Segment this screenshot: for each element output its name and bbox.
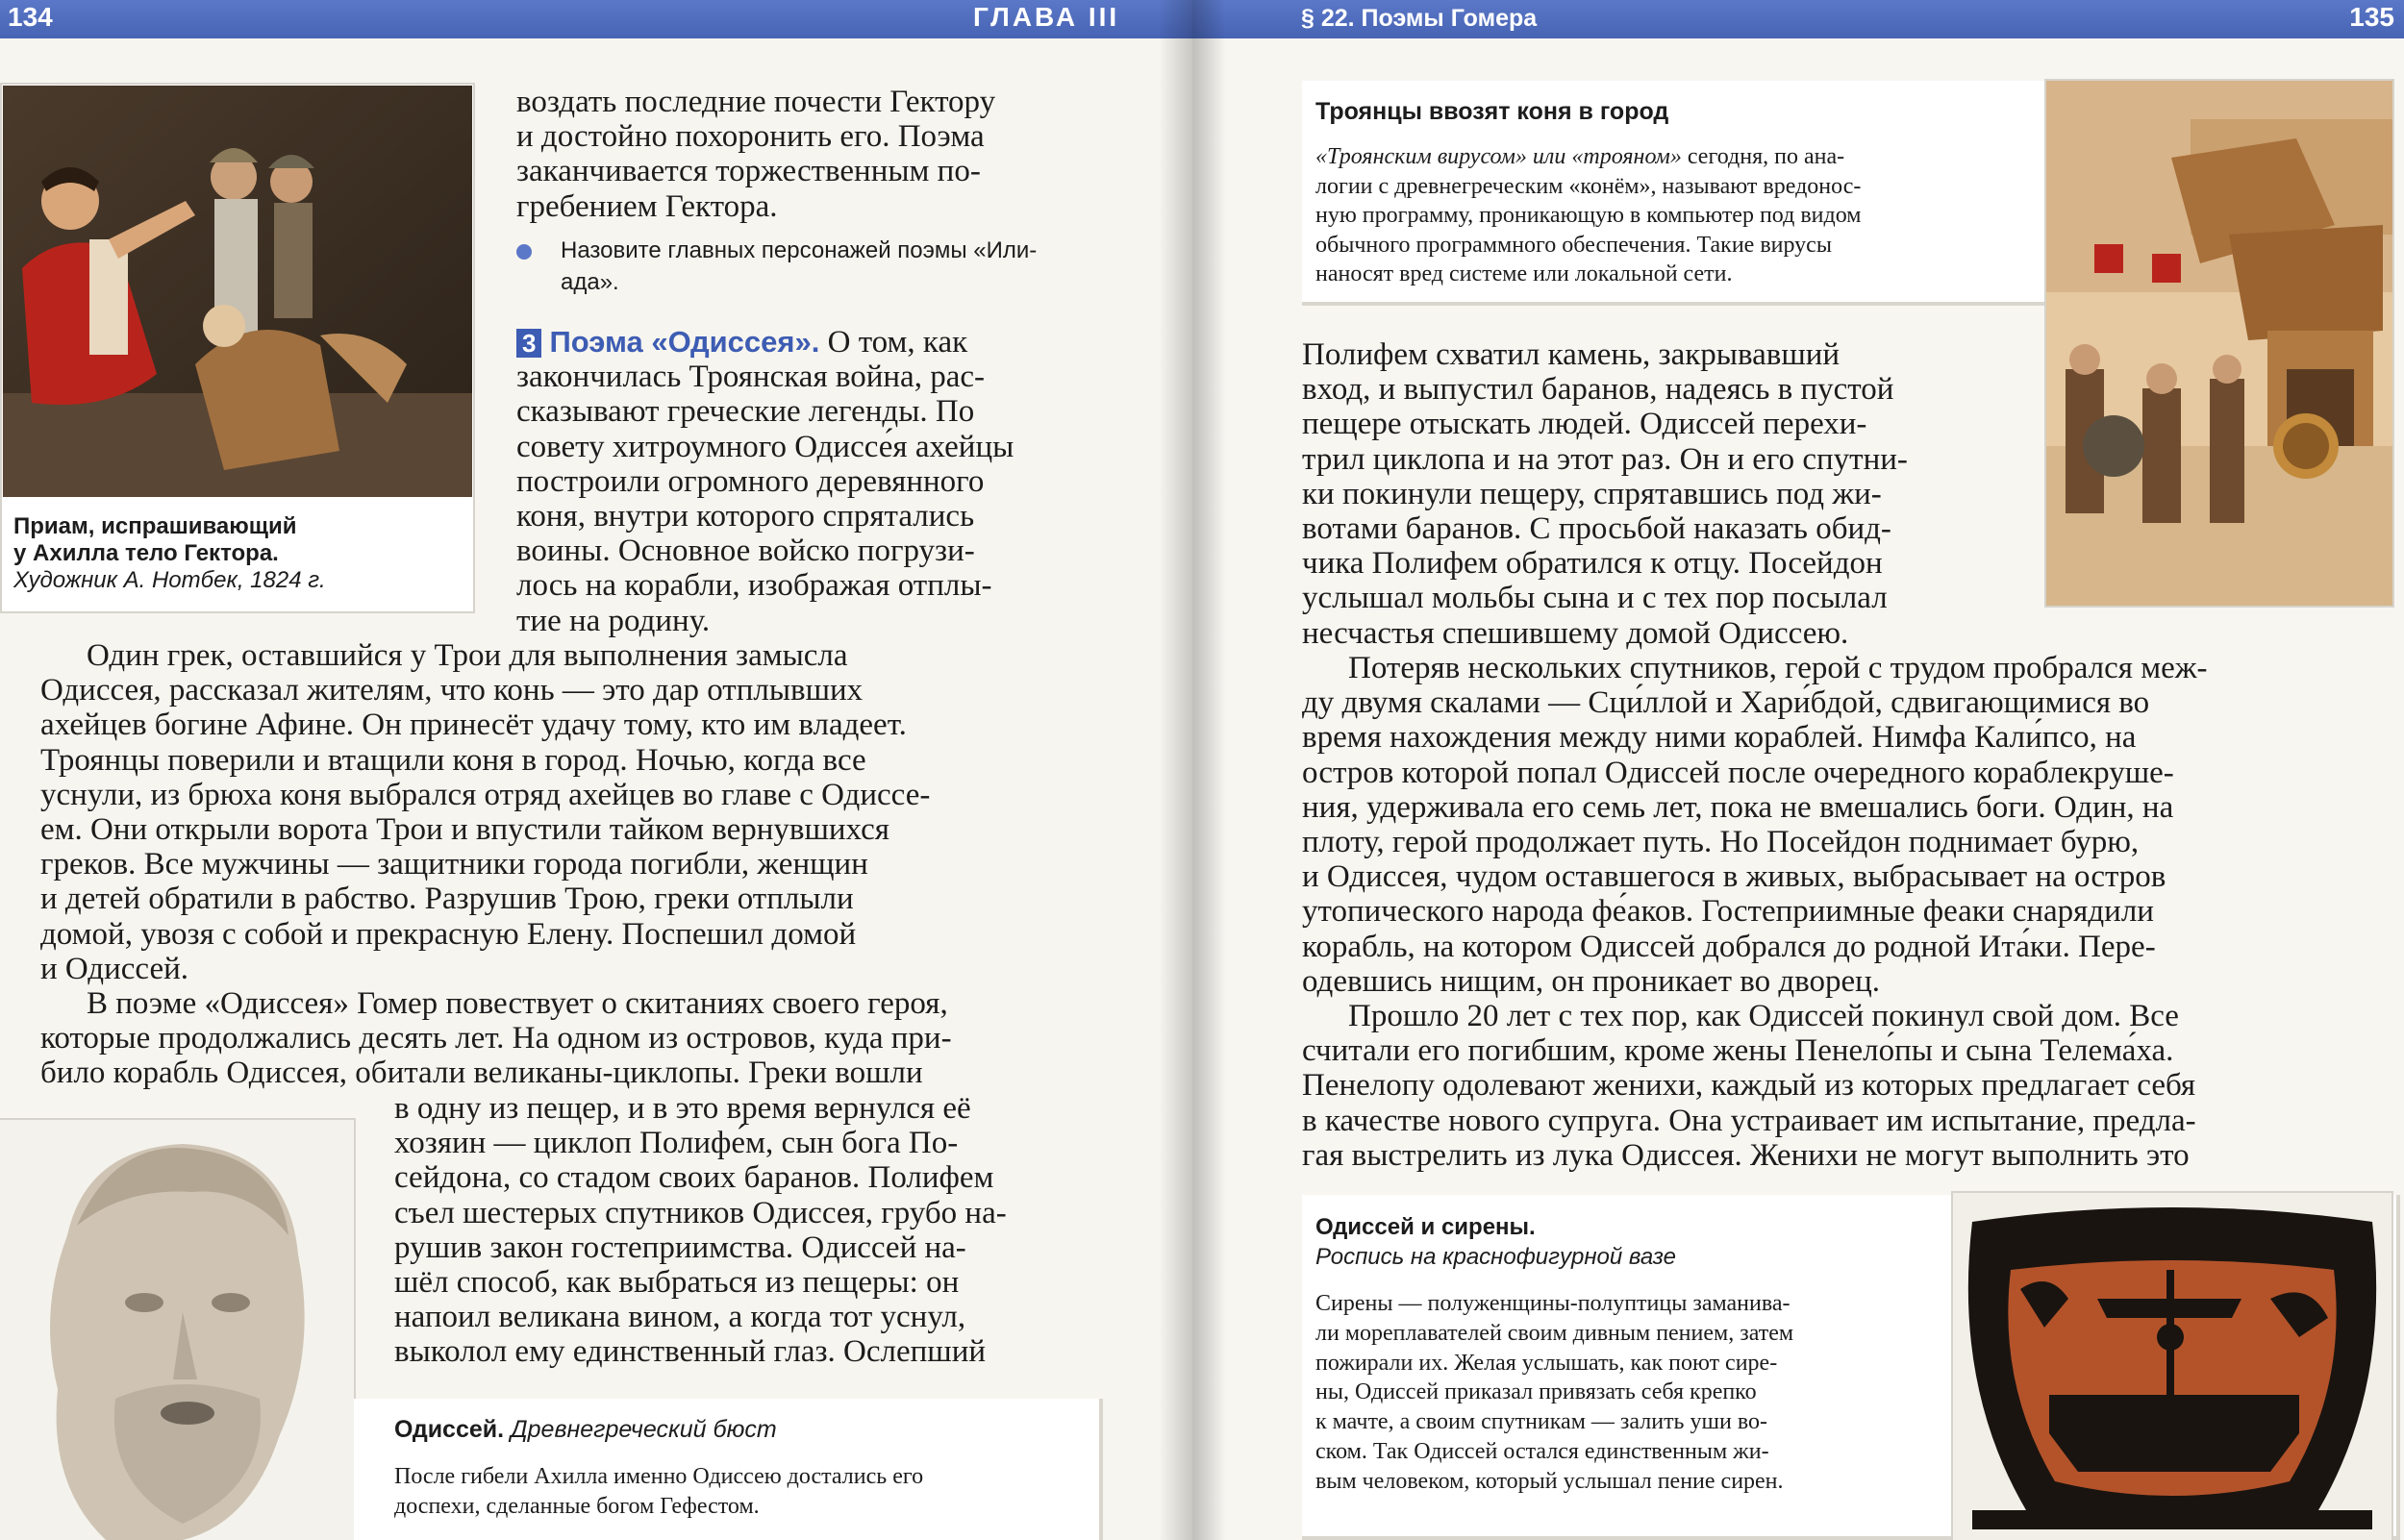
- text-line: ния, удерживала его семь лет, пока не вмешались боги. Один, на: [1302, 789, 2174, 825]
- right-header-bar: [1190, 0, 2404, 38]
- text-line: напоил великана вином, а когда тот уснул,: [394, 1300, 966, 1335]
- text-line: совету хитроумного Одиссе́я ахейцы: [516, 429, 1014, 464]
- text-line: несчастья спешившему домой Одиссею.: [1302, 615, 1849, 651]
- right-page: [1190, 0, 2404, 1540]
- sirens-text-line: к мачте, а своим спутникам — залить уши во-: [1315, 1409, 1767, 1435]
- left-para-3-narrow: [394, 1091, 1101, 1370]
- left-para-2: [40, 638, 1101, 1091]
- right-header-title: § 22. Поэмы Гомера: [1301, 5, 1538, 32]
- bullet-icon: [516, 244, 532, 260]
- text-line: которые продолжались десять лет. На одном из островов, куда при-: [40, 1021, 952, 1056]
- text-line: время нахождения между ними кораблей. Нимфа Кали́псо, на: [1302, 720, 2137, 756]
- trojan-text-line: обычного программного обеспечения. Такие вирусы: [1315, 232, 1832, 258]
- odysseus-bust-figure: [0, 1120, 354, 1540]
- text-line: хозяин — циклоп Полифе́м, сын бога По-: [394, 1126, 959, 1161]
- text-line: Полифем схватил камень, закрывавший: [1302, 337, 1841, 372]
- question-line: Назовите главных персонажей поэмы «Или-: [561, 237, 1038, 263]
- text-line: в качестве нового супруга. Она устраивает им испытание, предла-: [1302, 1103, 2196, 1138]
- text-line: ки покинули пещеру, спрятавшись под жи-: [1302, 476, 1882, 511]
- text-line: в одну из пещер, и в это время вернулся её: [394, 1091, 971, 1126]
- sirens-caption: [1315, 1212, 1676, 1272]
- bust-caption-title: [394, 1416, 777, 1444]
- text-line: лось на корабли, изображая отплы-: [516, 568, 992, 604]
- text-line: и детей обратили в рабство. Разрушив Трою, греки отплыли: [40, 882, 854, 917]
- text-line: В поэме «Одиссея» Гомер повествует о скитаниях своего героя,: [87, 986, 948, 1022]
- text-line: домой, увозя с собой и прекрасную Елену. Поспешил домой: [40, 916, 857, 952]
- trojan-horse-illustration: [2046, 81, 2392, 606]
- text-line: рушив закон гостеприимства. Одиссей на-: [394, 1230, 966, 1265]
- right-para-1: [1302, 337, 2028, 651]
- text-line: считали его погибшим, кроме жены Пенело́пы и сына Телема́ха.: [1302, 1033, 2174, 1069]
- trojan-horse-picture: [2046, 81, 2392, 606]
- text-line: закончилась Троянская война, рас-: [516, 360, 985, 395]
- bust-title: Одиссей.: [394, 1416, 505, 1443]
- left-page: [0, 0, 1190, 1540]
- trojan-text-line: логии с древнегреческим «конём», называют вредонос-: [1315, 173, 1862, 199]
- text-line: Троянцы поверили и втащили коня в город. Ночью, когда все: [40, 742, 866, 778]
- text-line: остров которой попал Одиссей после очередного кораблекруше-: [1302, 755, 2174, 790]
- trojan-text-line: ную программу, проникающую в компьютер под видом: [1315, 203, 1862, 228]
- trojan-lead: «Троянским вирусом» или «трояном»: [1315, 144, 1682, 169]
- priam-painting: [3, 86, 472, 497]
- text-line: Пенелопу одолевают женихи, каждый из которых предлагает себя: [1302, 1068, 2196, 1104]
- section-odyssey: [516, 325, 1101, 638]
- trojan-box-text: [1315, 142, 2004, 289]
- text-line: Один грек, оставшийся у Трои для выполнения замысла: [87, 638, 848, 673]
- sirens-text-line: Сирены — полуженщины-полуптицы заманива-: [1315, 1291, 1790, 1316]
- trojan-text-line: наносят вред системе или локальной сети.: [1315, 261, 1733, 286]
- text-line: Одиссея, рассказал жителям, что конь — это дар отплывших: [40, 673, 864, 708]
- bust-subtitle: Древнегреческий бюст: [511, 1416, 777, 1443]
- left-page-number: 134: [8, 2, 53, 32]
- text-line: и достойно похоронить его. Поэма: [516, 119, 985, 155]
- text-line: уснули, из брюха коня выбрался отряд ахейцев во главе с Одиссе-: [40, 777, 931, 812]
- text-line: воины. Основное войско погрузи-: [516, 534, 975, 569]
- sirens-vase-image: [1953, 1193, 2391, 1540]
- sirens-text-line: ском. Так Одиссей остался единственным жи-: [1315, 1438, 1769, 1464]
- section-heading: [516, 325, 819, 359]
- text-line: чика Полифем обратился к отцу. Посейдон: [1302, 546, 1883, 582]
- bust-caption-text: [394, 1462, 923, 1522]
- sirens-text-line: ли мореплавателей своим дивным пением, затем: [1315, 1320, 1794, 1346]
- text-line: гребением Гектора.: [516, 188, 778, 224]
- text-line: одевшись нищим, он проникает во дворец.: [1302, 963, 1881, 999]
- right-para-2: [1302, 651, 2396, 1173]
- section-number: 3: [516, 329, 541, 358]
- section-title: Поэма «Одиссея».: [549, 325, 820, 359]
- text-line: пещере отыскать людей. Одиссей перехи-: [1302, 407, 1867, 442]
- sirens-subtitle: Роспись на краснофигурной вазе: [1315, 1244, 1676, 1270]
- priam-caption-author: Художник А. Нотбек, 1824 г.: [13, 567, 326, 593]
- sirens-title: Одиссей и сирены.: [1315, 1214, 1536, 1240]
- priam-caption-line1: Приам, испрашивающий: [13, 513, 297, 539]
- text-line: шёл способ, как выбраться из пещеры: он: [394, 1265, 960, 1301]
- text-line: услышал мольбы сына и с тех пор посылал: [1302, 581, 1888, 616]
- text-line: корабль, на котором Одиссей добрался до родной Ита́ки. Пере-: [1302, 929, 2156, 964]
- text-line: тие на родину.: [516, 603, 711, 638]
- trojan-box-title: [1315, 98, 1668, 126]
- priam-caption: [13, 513, 326, 594]
- trojan-title: Троянцы ввозят коня в город: [1315, 98, 1669, 125]
- text-line: ахейцев богине Афине. Он принесёт удачу тому, кто им владеет.: [40, 708, 907, 743]
- text-line: плоту, герой продолжает путь. Но Посейдон поднимает бурю,: [1302, 825, 2140, 860]
- text-line: воздать последние почести Гектору: [516, 85, 996, 119]
- text-line: вход, и выпустил баранов, надеясь в пустой: [1302, 372, 1894, 408]
- text-line: утопического народа фе́аков. Гостеприимные феаки снарядили: [1302, 894, 2154, 930]
- bust-text-line: доспехи, сделанные богом Гефестом.: [394, 1494, 760, 1519]
- bust-text-line: После гибели Ахилла именно Одиссею достались его: [394, 1464, 924, 1489]
- left-header-bar: [0, 0, 1190, 38]
- text-line: построили огромного деревянного: [516, 463, 985, 499]
- text-line: Прошло 20 лет с тех пор, как Одиссей покинул свой дом. Все: [1348, 999, 2179, 1034]
- text-line: сейдона, со стадом своих баранов. Полифем: [394, 1160, 994, 1196]
- text-line: било корабль Одиссея, обитали великаны-циклопы. Греки вошли: [40, 1056, 923, 1091]
- text-line: гая выстрелить из лука Одиссея. Женихи не могут выполнить это: [1302, 1137, 2190, 1173]
- text-line: греков. Все мужчины — защитники города погибли, женщин: [40, 847, 868, 882]
- text-line: и Одиссея, чудом оставшегося в живых, выбрасывает на остров: [1302, 859, 2166, 895]
- question-line: ада».: [561, 269, 619, 295]
- text-line: О том, как: [819, 325, 968, 360]
- sirens-text: [1315, 1289, 1912, 1497]
- text-line: трил циклопа и на этот раз. Он и его спутни-: [1302, 441, 1908, 477]
- priam-figure: [2, 85, 473, 611]
- odysseus-bust-image: [0, 1120, 354, 1540]
- text-line: выколол ему единственный глаз. Ослепший: [394, 1334, 987, 1370]
- text-line: Потеряв нескольких спутников, герой с трудом пробрался меж-: [1348, 651, 2208, 685]
- text-line: съел шестерых спутников Одиссея, грубо на-: [394, 1195, 1007, 1230]
- trojan-text-line: сегодня, по ана-: [1681, 144, 1845, 169]
- sirens-text-line: вым человеком, который услышал пение сирен.: [1315, 1468, 1784, 1494]
- text-line: сказывают греческие легенды. По: [516, 394, 975, 430]
- text-line: и Одиссей.: [40, 951, 189, 986]
- bust-caption-box: [354, 1399, 1103, 1540]
- right-page-number: 135: [2349, 2, 2394, 32]
- sirens-vase-picture: [1953, 1193, 2391, 1540]
- text-line: коня, внутри которого спрятались: [516, 499, 975, 534]
- text-line: заканчивается торжественным по-: [516, 154, 981, 189]
- sirens-text-line: пожирали их. Желая услышать, как поют сире-: [1315, 1350, 1778, 1376]
- chapter-title: ГЛАВА III: [973, 2, 1120, 32]
- text-line: ду двумя скалами — Сци́ллой и Хари́бдой, сдвигающимися во: [1302, 685, 2150, 721]
- text-line: ем. Они открыли ворота Трои и впустили тайком вернувшихся: [40, 812, 889, 848]
- question-item: [516, 235, 1101, 298]
- text-line: вотами баранов. С просьбой наказать обид-: [1302, 511, 1891, 547]
- left-top-text: [516, 85, 1101, 224]
- sirens-text-line: ны, Одиссей приказал привязать себя крепко: [1315, 1379, 1757, 1405]
- priam-caption-line2: у Ахилла тело Гектора.: [13, 540, 279, 566]
